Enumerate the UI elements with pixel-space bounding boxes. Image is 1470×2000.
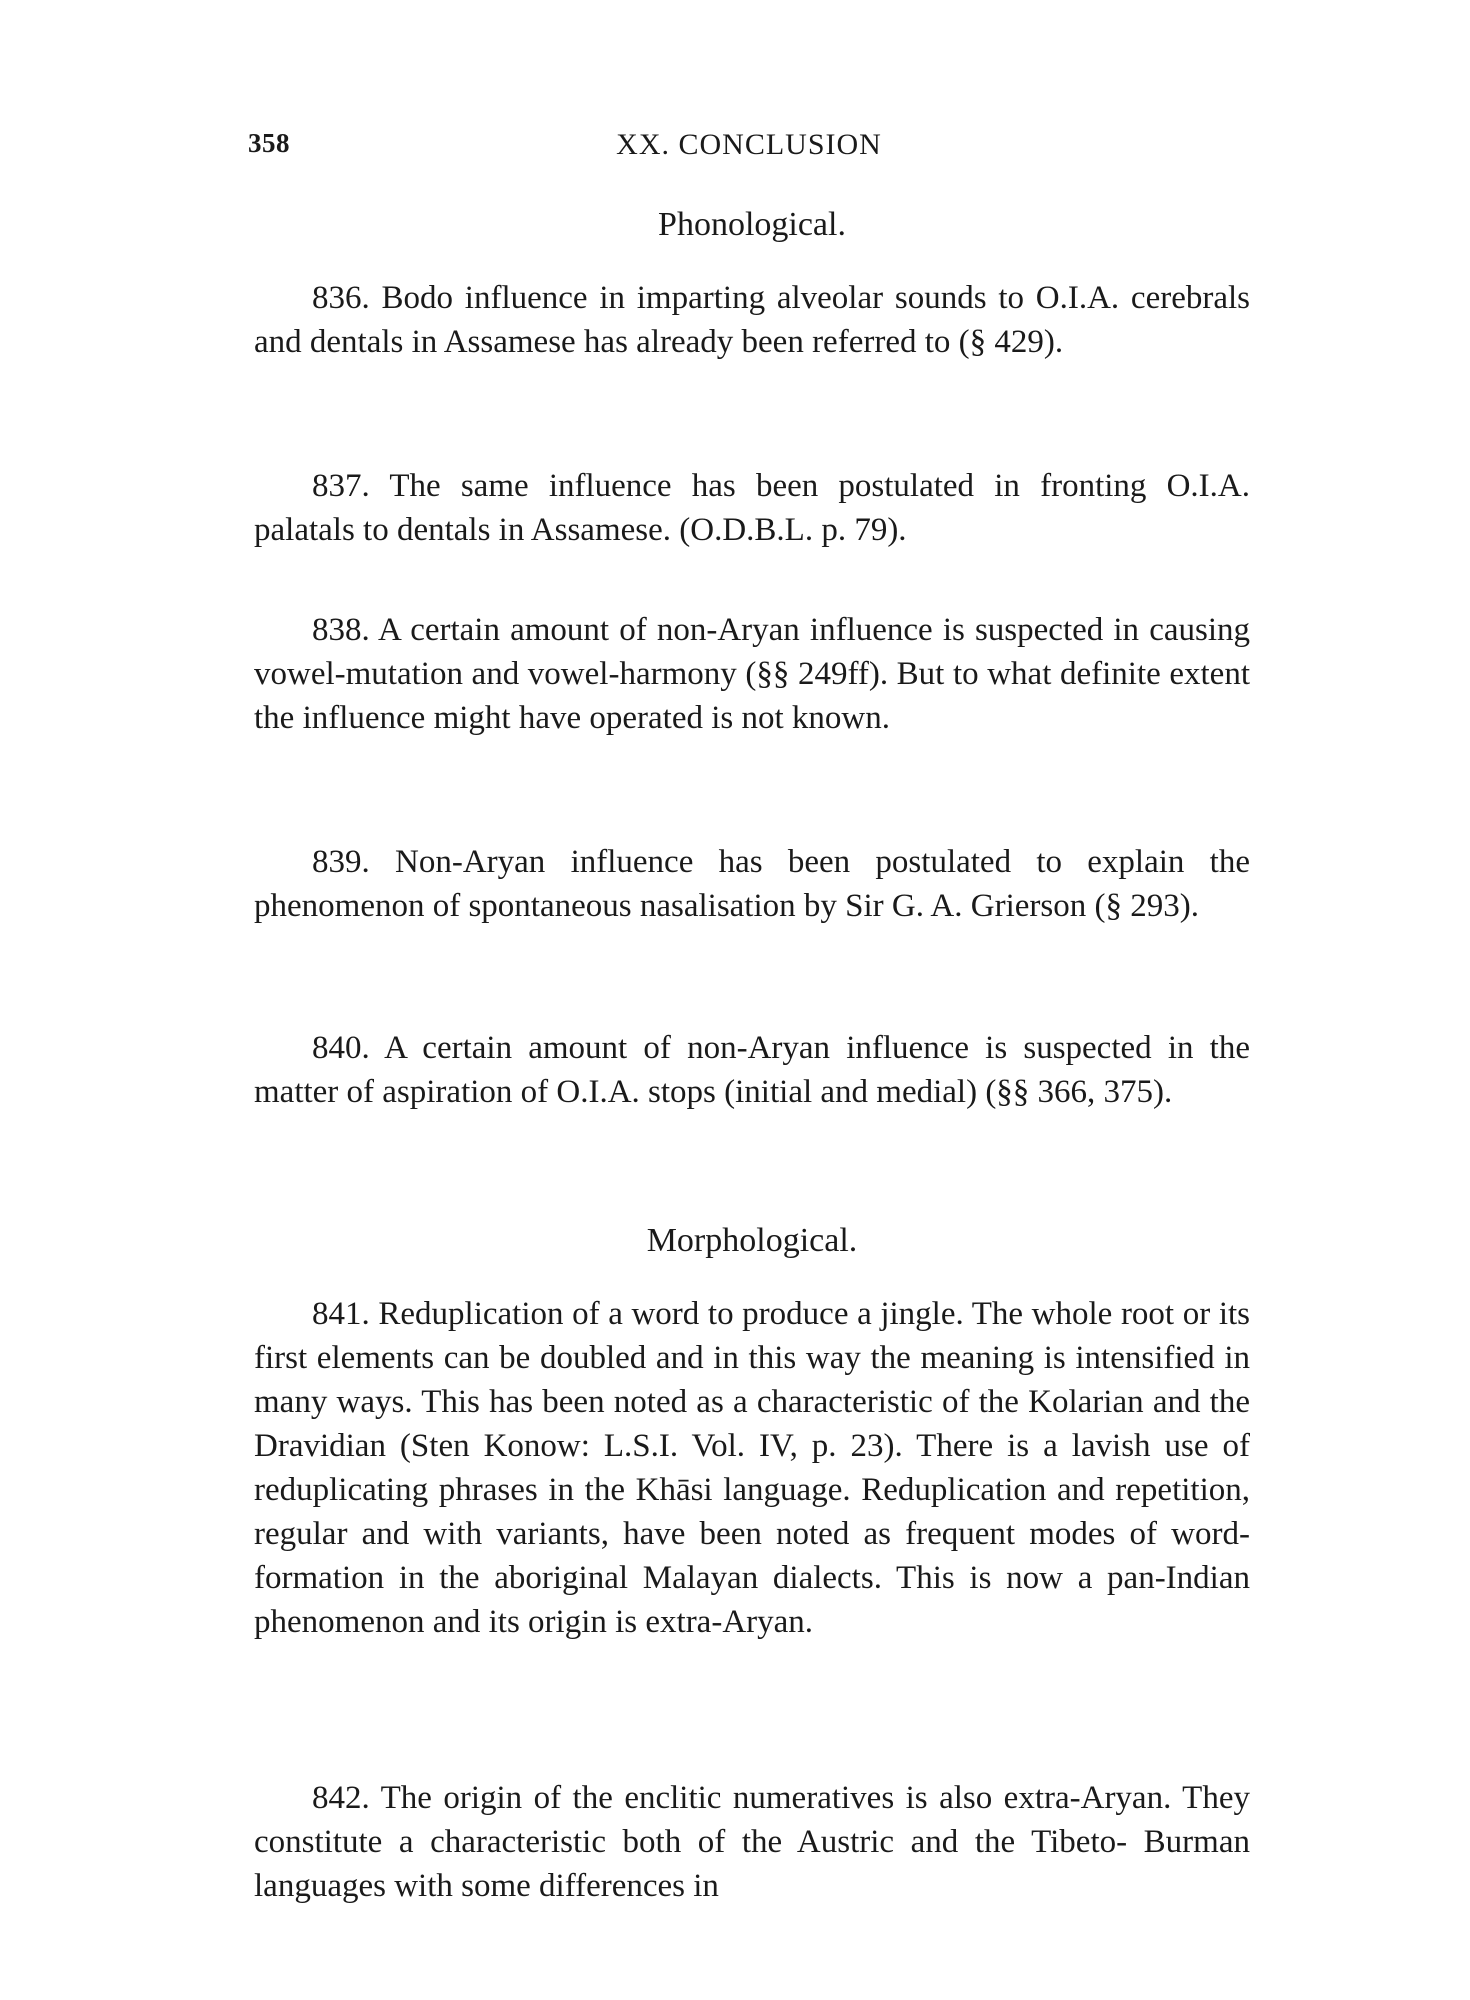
section-heading-phonological: Phonological.	[658, 206, 846, 243]
paragraph-840	[254, 1026, 1250, 1114]
running-head	[248, 128, 1250, 172]
paragraph-838	[254, 608, 1250, 740]
paragraph-839	[254, 840, 1250, 928]
paragraph-836	[254, 276, 1250, 364]
paragraph-842-text: 842. The origin of the enclitic numeratives is also extra-Aryan. They constitute a characteristic both of the Austric and the Tibeto- Burman languages with some differences in	[254, 1780, 1250, 1904]
page-number: 358	[248, 128, 290, 158]
paragraph-837	[254, 464, 1250, 552]
section-heading-morphological: Morphological.	[646, 1222, 858, 1259]
chapter-title: XX. CONCLUSION	[616, 128, 882, 161]
paragraph-841-text: 841. Reduplication of a word to produce a jingle. The whole root or its first elements can be doubled and in this way the meaning is intensified in many ways. This has been noted as a characteristic of the Kolarian and the Dravidian (Sten Konow: L.S.I. Vol. IV, p. 23). There is a lavish use of reduplicating phrases in the Khāsi language. Reduplication and repetition, regular and with variants, have been noted as frequent modes of word-formation in the aboriginal Malayan dialects. This is now a pan-Indian phenomenon and its origin is extra-Aryan.	[254, 1296, 1250, 1640]
paragraph-836-text: 836. Bodo influence in imparting alveolar sounds to O.I.A. cerebrals and dentals in Assamese has already been referred to (§ 429).	[254, 280, 1250, 360]
paragraph-838-text: 838. A certain amount of non-Aryan influence is suspected in causing vowel-mutation and vowel-harmony (§§ 249ff). But to what definite extent the influence might have operated is not known.	[254, 612, 1250, 736]
paragraph-837-text: 837. The same influence has been postulated in fronting O.I.A. palatals to dentals in Assamese. (O.D.B.L. p. 79).	[254, 468, 1250, 548]
paragraph-841	[254, 1292, 1250, 1644]
paragraph-840-text: 840. A certain amount of non-Aryan influence is suspected in the matter of aspiration of O.I.A. stops (initial and medial) (§§ 366, 375).	[254, 1030, 1250, 1110]
paragraph-839-text: 839. Non-Aryan influence has been postulated to explain the phenomenon of spontaneous nasalisation by Sir G. A. Grierson (§ 293).	[254, 844, 1250, 924]
paragraph-842	[254, 1776, 1250, 1908]
